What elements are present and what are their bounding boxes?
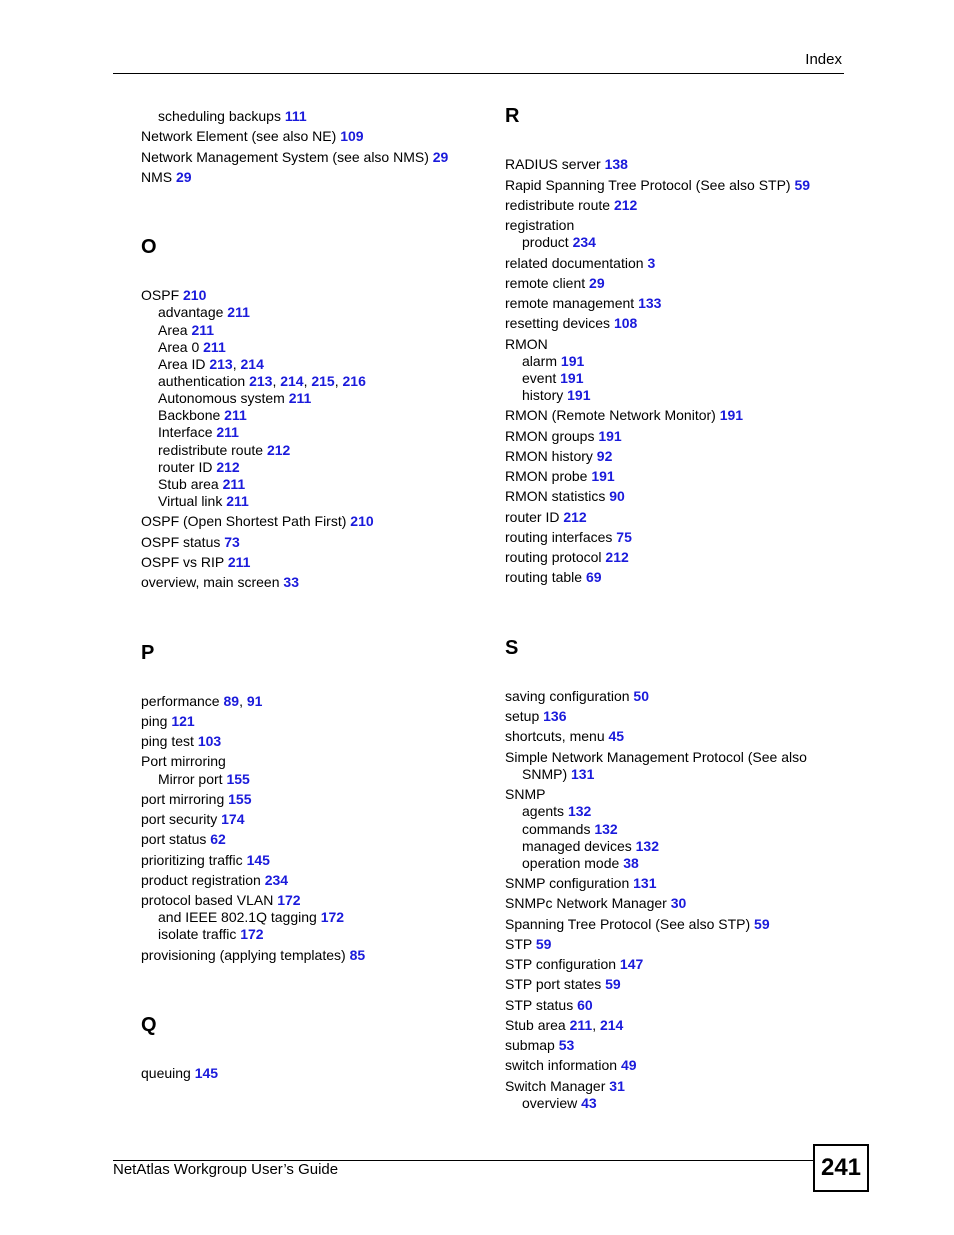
index-entry xyxy=(505,336,548,352)
page-reference-link[interactable]: 43 xyxy=(581,1095,597,1111)
index-term: Port mirroring xyxy=(141,753,226,769)
page-reference-link[interactable]: 33 xyxy=(283,574,299,590)
page-reference-link[interactable]: 59 xyxy=(794,177,811,193)
index-entry xyxy=(141,733,221,749)
index-term: Area 0 xyxy=(158,339,204,355)
page-reference-link[interactable]: 103 xyxy=(197,733,222,749)
page-reference-link[interactable]: 191 xyxy=(567,387,591,403)
page-reference-link[interactable]: 212 xyxy=(605,549,629,565)
index-term: Rapid Spanning Tree Protocol (See also STP) xyxy=(505,177,795,193)
index-entry xyxy=(505,315,637,331)
page-reference-link[interactable]: 212 xyxy=(216,459,240,475)
page-reference-link[interactable]: 174 xyxy=(221,811,245,827)
page-reference-link[interactable]: 132 xyxy=(594,821,618,837)
page-reference-link[interactable]: 62 xyxy=(210,831,226,847)
page-reference-link[interactable]: 59 xyxy=(605,976,621,992)
index-term: Simple Network Management Protocol (See also SNMP) xyxy=(505,749,807,782)
index-entry xyxy=(505,1057,637,1073)
index-entry xyxy=(505,468,615,484)
page-reference-link[interactable]: 49 xyxy=(620,1057,637,1073)
page-reference-link[interactable]: 210 xyxy=(183,287,207,303)
index-subentry xyxy=(141,476,245,492)
page-reference-link[interactable]: 69 xyxy=(585,569,602,585)
page-reference-link[interactable]: 155 xyxy=(226,771,250,787)
page-reference-link[interactable]: 132 xyxy=(635,838,659,854)
index-term: history xyxy=(522,387,568,403)
page-reference-link[interactable]: 214 xyxy=(280,373,304,389)
page-reference-link[interactable]: 211 xyxy=(569,1017,593,1033)
index-term: operation mode xyxy=(522,855,624,871)
index-entry xyxy=(505,569,602,585)
page-reference-link[interactable]: 75 xyxy=(616,529,632,545)
index-entry xyxy=(505,749,832,783)
index-entry xyxy=(505,786,545,802)
index-term: redistribute route xyxy=(158,442,267,458)
index-subentry xyxy=(141,304,250,320)
index-term: RMON statistics xyxy=(505,488,610,504)
index-entry xyxy=(141,513,374,529)
index-term: Stub area xyxy=(505,1017,570,1033)
page-reference-link[interactable]: 191 xyxy=(719,407,744,423)
page-reference-link[interactable]: 216 xyxy=(342,373,366,389)
index-subentry xyxy=(505,1095,597,1111)
index-term: queuing xyxy=(141,1065,195,1081)
index-entry xyxy=(141,128,364,144)
index-entry xyxy=(141,831,226,847)
page-reference-link[interactable]: 73 xyxy=(224,534,240,550)
index-subentry xyxy=(141,909,344,925)
index-subentry xyxy=(505,838,659,854)
index-term: Interface xyxy=(158,424,217,440)
page-reference-link[interactable]: 29 xyxy=(589,275,605,291)
page-reference-link[interactable]: 212 xyxy=(613,197,638,213)
page-reference-link[interactable]: 147 xyxy=(619,956,644,972)
index-term: SNMP configuration xyxy=(505,875,634,891)
index-entry xyxy=(505,549,629,565)
index-subentry xyxy=(505,234,596,250)
page-reference-link[interactable]: 211 xyxy=(224,407,247,423)
page-reference-link[interactable]: 92 xyxy=(596,448,613,464)
index-term: RMON (Remote Network Monitor) xyxy=(505,407,720,423)
page-reference-link[interactable]: 172 xyxy=(240,926,264,942)
page-reference-link[interactable]: 111 xyxy=(284,108,307,124)
page-reference-link[interactable]: 234 xyxy=(572,234,596,250)
page-reference-link[interactable]: 212 xyxy=(563,509,587,525)
index-term: RMON history xyxy=(505,448,597,464)
index-subentry: Area ID 213, 214 xyxy=(158,356,264,372)
index-term: prioritizing traffic xyxy=(141,852,247,868)
index-term: Mirror port xyxy=(158,771,227,787)
index-term: remote management xyxy=(505,295,639,311)
index-entry xyxy=(505,1037,574,1053)
index-term: advantage xyxy=(158,304,228,320)
index-term: OSPF (Open Shortest Path First) xyxy=(141,513,351,529)
page-reference-link[interactable]: 211 xyxy=(191,322,215,338)
page-reference-link[interactable]: 30 xyxy=(670,895,687,911)
index-subentry xyxy=(141,459,240,475)
index-entry xyxy=(141,713,195,729)
page-reference-link[interactable]: 29 xyxy=(432,149,449,165)
index-subentry xyxy=(141,108,307,124)
index-term: Area xyxy=(158,322,192,338)
index-term: STP port states xyxy=(505,976,606,992)
index-term: RMON probe xyxy=(505,468,592,484)
index-subentry xyxy=(141,322,214,338)
index-term: Switch Manager xyxy=(505,1078,610,1094)
index-term: and IEEE 802.1Q tagging xyxy=(158,909,321,925)
section-letter-o: O xyxy=(141,236,157,258)
index-term: related documentation xyxy=(505,255,648,271)
page-reference-link[interactable]: 133 xyxy=(638,295,662,311)
index-term: resetting devices xyxy=(505,315,614,331)
section-letter-r: R xyxy=(505,105,520,127)
page-reference-link[interactable]: 38 xyxy=(623,855,639,871)
index-subentry xyxy=(505,821,618,837)
index-entry xyxy=(505,895,686,911)
index-entry xyxy=(505,997,593,1013)
header-rule xyxy=(113,73,844,74)
page-reference-link[interactable]: 45 xyxy=(608,728,625,744)
index-term: managed devices xyxy=(522,838,636,854)
index-entry xyxy=(505,936,551,952)
page-reference-link[interactable]: 29 xyxy=(176,169,192,185)
index-entry xyxy=(505,509,587,525)
page-reference-link[interactable]: 60 xyxy=(577,997,593,1013)
page-reference-link[interactable]: 213 xyxy=(249,373,273,389)
index-subentry xyxy=(141,442,290,458)
page-reference-link[interactable]: 50 xyxy=(633,688,649,704)
index-entry xyxy=(505,407,743,423)
index-term: alarm xyxy=(522,353,561,369)
page-reference-link[interactable]: 211 xyxy=(227,554,251,570)
section-letter-p: P xyxy=(141,642,155,664)
index-entry xyxy=(141,947,365,963)
index-term: router ID xyxy=(505,509,564,525)
index-subentry xyxy=(141,339,226,355)
index-entry xyxy=(505,1078,625,1094)
index-entry: Stub area 211, 214 xyxy=(505,1017,624,1033)
page-reference-link[interactable]: 145 xyxy=(194,1065,219,1081)
index-subentry xyxy=(505,370,584,386)
index-term: provisioning (applying templates) xyxy=(141,947,350,963)
index-entry xyxy=(505,529,632,545)
page-reference-link[interactable]: 53 xyxy=(558,1037,575,1053)
index-entry xyxy=(505,275,605,291)
index-term: saving configuration xyxy=(505,688,634,704)
index-entry xyxy=(141,149,448,165)
page-reference-link[interactable]: 136 xyxy=(543,708,567,724)
index-term: Network Management System (see also NMS) xyxy=(141,149,433,165)
page-reference-link[interactable]: 59 xyxy=(754,916,770,932)
page-reference-link[interactable]: 145 xyxy=(246,852,270,868)
index-entry: performance 89, 91 xyxy=(141,693,263,709)
index-entry xyxy=(141,554,250,570)
index-term: protocol based VLAN xyxy=(141,892,278,908)
index-entry xyxy=(505,197,637,213)
page-reference-link[interactable]: 31 xyxy=(609,1078,625,1094)
index-entry xyxy=(505,916,770,932)
page-reference-link[interactable]: 121 xyxy=(171,713,195,729)
index-term: event xyxy=(522,370,561,386)
index-term: OSPF vs RIP xyxy=(141,554,228,570)
page-reference-link[interactable]: 211 xyxy=(226,493,249,509)
index-term: SNMP xyxy=(505,786,546,802)
page-reference-link[interactable]: 132 xyxy=(567,803,592,819)
index-term: submap xyxy=(505,1037,559,1053)
index-subentry xyxy=(141,926,264,942)
page-reference-link[interactable]: 215 xyxy=(311,373,335,389)
index-term: agents xyxy=(522,803,568,819)
index-entry xyxy=(141,574,299,590)
index-entry xyxy=(505,177,810,193)
index-entry xyxy=(505,708,567,724)
footer-guide-title: NetAtlas Workgroup User’s Guide xyxy=(113,1161,339,1178)
index-term: Autonomous system xyxy=(158,390,289,406)
index-term: routing interfaces xyxy=(505,529,617,545)
page-reference-link[interactable]: 211 xyxy=(222,476,246,492)
index-term: setup xyxy=(505,708,544,724)
page-reference-link[interactable]: 172 xyxy=(277,892,301,908)
index-entry xyxy=(505,488,625,504)
index-term: Stub area xyxy=(158,476,223,492)
index-term: RADIUS server xyxy=(505,156,605,172)
index-subentry xyxy=(141,771,250,787)
page-reference-link[interactable]: 131 xyxy=(633,875,657,891)
index-term: STP status xyxy=(505,997,578,1013)
page-reference-link[interactable]: 212 xyxy=(266,442,291,458)
page-reference-link[interactable]: 191 xyxy=(560,353,585,369)
index-term: router ID xyxy=(158,459,217,475)
page-reference-link[interactable]: 211 xyxy=(203,339,226,355)
index-term: STP configuration xyxy=(505,956,620,972)
page-reference-link[interactable]: 91 xyxy=(246,693,263,709)
running-header: Index xyxy=(805,51,842,68)
index-entry xyxy=(505,295,661,311)
index-term: routing protocol xyxy=(505,549,606,565)
page-reference-link[interactable]: 214 xyxy=(240,356,264,372)
page-reference-link[interactable]: 138 xyxy=(604,156,628,172)
index-term: product registration xyxy=(141,872,265,888)
section-letter-q: Q xyxy=(141,1014,157,1036)
page-reference-link[interactable]: 3 xyxy=(647,255,656,271)
index-entry xyxy=(505,217,574,233)
index-entry xyxy=(505,688,649,704)
page-reference-link[interactable]: 191 xyxy=(591,468,615,484)
index-term: Network Element (see also NE) xyxy=(141,128,341,144)
index-entry xyxy=(141,852,270,868)
index-term: ping test xyxy=(141,733,198,749)
index-entry xyxy=(141,791,252,807)
index-subentry xyxy=(141,424,239,440)
index-term: performance xyxy=(141,693,224,709)
index-entry xyxy=(141,534,240,550)
index-subentry xyxy=(141,390,311,406)
index-term: redistribute route xyxy=(505,197,614,213)
index-term: scheduling backups xyxy=(158,108,285,124)
index-term: overview, main screen xyxy=(141,574,284,590)
index-term: NMS xyxy=(141,169,176,185)
index-term: OSPF xyxy=(141,287,184,303)
index-term: product xyxy=(522,234,573,250)
index-term: Virtual link xyxy=(158,493,227,509)
page-reference-link[interactable]: 90 xyxy=(609,488,625,504)
index-term: remote client xyxy=(505,275,590,291)
page-reference-link[interactable]: 211 xyxy=(216,424,239,440)
index-subentry xyxy=(141,407,247,423)
index-term: Backbone xyxy=(158,407,225,423)
index-entry xyxy=(505,428,622,444)
index-entry xyxy=(141,1065,218,1081)
index-subentry xyxy=(505,803,591,819)
index-term: Area ID xyxy=(158,356,210,372)
page-reference-link[interactable]: 210 xyxy=(350,513,374,529)
page-reference-link[interactable]: 131 xyxy=(571,766,595,782)
index-entry xyxy=(141,753,226,769)
index-term: RMON groups xyxy=(505,428,599,444)
index-term: overview xyxy=(522,1095,582,1111)
index-entry xyxy=(505,875,657,891)
index-entry xyxy=(505,255,655,271)
page-reference-link[interactable]: 108 xyxy=(613,315,638,331)
index-term: RMON xyxy=(505,336,548,352)
index-term: Spanning Tree Protocol (See also STP) xyxy=(505,916,755,932)
index-term: registration xyxy=(505,217,575,233)
index-term: commands xyxy=(522,821,595,837)
page-reference-link[interactable]: 109 xyxy=(340,128,364,144)
index-term: switch information xyxy=(505,1057,621,1073)
page-number: 241 xyxy=(813,1144,869,1192)
index-entry xyxy=(505,156,628,172)
index-term: port mirroring xyxy=(141,791,229,807)
index-entry xyxy=(505,956,643,972)
index-subentry xyxy=(141,493,249,509)
index-entry xyxy=(505,976,621,992)
index-entry xyxy=(141,872,288,888)
page-reference-link[interactable]: 89 xyxy=(223,693,240,709)
page-reference-link[interactable]: 172 xyxy=(320,909,345,925)
index-term: OSPF status xyxy=(141,534,225,550)
index-term: ping xyxy=(141,713,172,729)
page-reference-link[interactable]: 59 xyxy=(535,936,552,952)
index-entry xyxy=(141,811,245,827)
index-term: routing table xyxy=(505,569,586,585)
page-reference-link[interactable]: 213 xyxy=(209,356,233,372)
index-term: authentication xyxy=(158,373,250,389)
index-entry xyxy=(505,728,624,744)
page-reference-link[interactable]: 214 xyxy=(599,1017,624,1033)
page-reference-link[interactable]: 85 xyxy=(349,947,366,963)
index-term: port status xyxy=(141,831,211,847)
page-reference-link[interactable]: 191 xyxy=(598,428,622,444)
index-subentry xyxy=(505,855,639,871)
index-subentry xyxy=(505,387,590,403)
index-term: shortcuts, menu xyxy=(505,728,609,744)
index-subentry: authentication 213, 214, 215, 216 xyxy=(158,373,366,389)
index-term: STP xyxy=(505,936,536,952)
index-term: SNMPc Network Manager xyxy=(505,895,671,911)
index-subentry xyxy=(505,353,584,369)
page-reference-link[interactable]: 211 xyxy=(227,304,250,320)
page-reference-link[interactable]: 234 xyxy=(264,872,289,888)
index-entry xyxy=(141,892,301,908)
page-reference-link[interactable]: 155 xyxy=(228,791,252,807)
index-entry xyxy=(141,287,206,303)
page-reference-link[interactable]: 211 xyxy=(288,390,312,406)
index-entry xyxy=(141,169,192,185)
index-entry xyxy=(505,448,612,464)
page-reference-link[interactable]: 191 xyxy=(560,370,584,386)
index-term: port security xyxy=(141,811,222,827)
index-term: isolate traffic xyxy=(158,926,241,942)
section-letter-s: S xyxy=(505,637,519,659)
